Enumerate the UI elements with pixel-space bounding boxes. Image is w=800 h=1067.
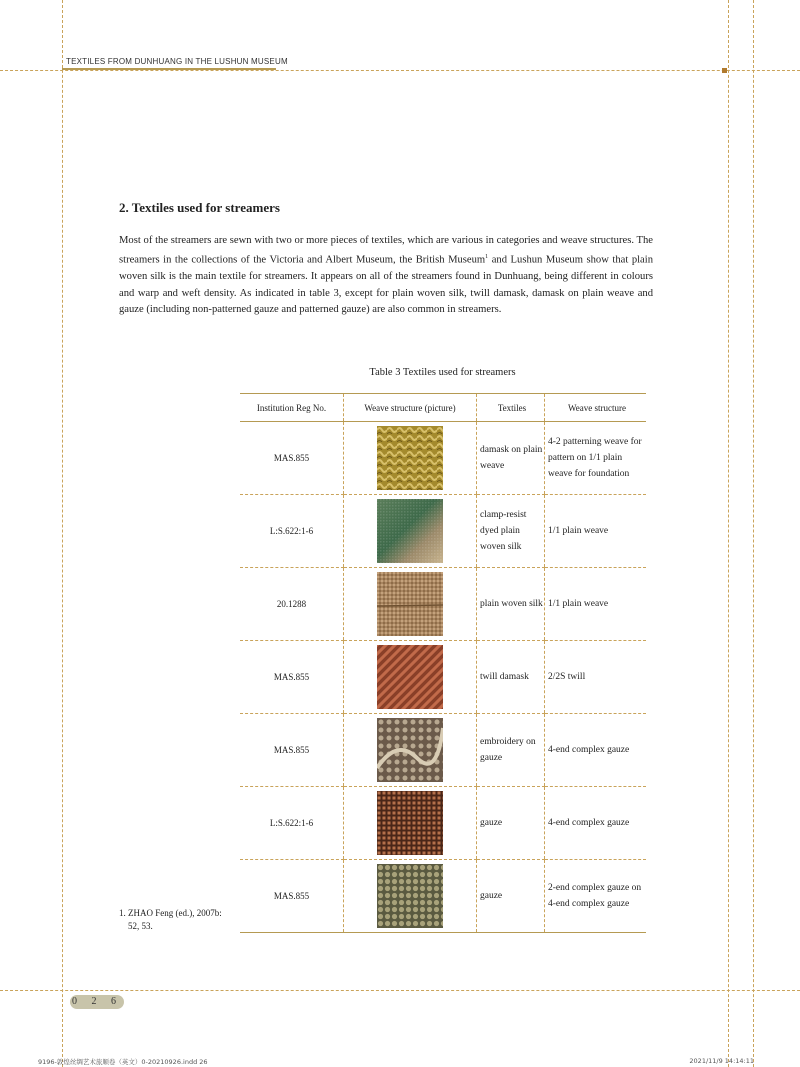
textile-cell: damask on plain weave (477, 422, 545, 495)
table-row (240, 568, 646, 641)
textile-cell: embroidery on gauze (477, 714, 545, 787)
weave-picture-cell (344, 568, 477, 641)
reg-no-cell: MAS.855 (240, 714, 344, 787)
print-slug-date: 2021/11/9 14:14:11 (689, 1057, 754, 1065)
page-number: 0 2 6 (72, 996, 122, 1007)
body-paragraph (119, 233, 653, 319)
header-weave-structure: Weave structure (545, 394, 647, 422)
table-caption: Table 3 Textiles used for streamers (369, 367, 516, 378)
section-heading: 2. Textiles used for streamers (119, 200, 280, 215)
reg-no-cell: 20.1288 (240, 568, 344, 641)
header-reg-no: Institution Reg No. (240, 394, 344, 422)
print-slug-file: 9196-敦煌丝绸艺术旅顺卷（英文）0-20210926.indd 26 (38, 1058, 208, 1066)
textile-cell: plain woven silk (477, 568, 545, 641)
textile-cell: gauze (477, 860, 545, 933)
top-frame-line (0, 70, 800, 71)
bottom-frame-line (0, 990, 800, 991)
weave-picture-cell (344, 860, 477, 933)
plain-silk-swatch-image (377, 572, 443, 636)
gauze-swatch-image (377, 791, 443, 855)
weave-picture-cell (344, 787, 477, 860)
right-frame-line-inner (728, 0, 729, 1067)
footnote-line-1: 1. ZHAO Feng (ed.), 2007b: (119, 908, 222, 918)
damask-swatch-image (377, 426, 443, 490)
header-weave-picture: Weave structure (picture) (344, 394, 477, 422)
reg-no-cell: MAS.855 (240, 422, 344, 495)
running-title-rule (62, 68, 276, 70)
textile-cell: gauze (477, 787, 545, 860)
table-row (240, 714, 646, 787)
para-text-1: Most of the streamers are sewn with two or more pieces of textiles, which are various in categories and weave structures. The streamers in the collections of the Victoria and Albert Museum, the British Museum (119, 235, 653, 266)
left-frame-line (62, 0, 63, 1067)
footnote (119, 907, 222, 933)
textile-cell: twill damask (477, 641, 545, 714)
weave-cell: 4-2 patterning weave for pattern on 1/1 plain weave for foundation (545, 422, 647, 495)
para-text-2: and Lushun Museum show that plain woven silk is the main textile for streamers. It appears on all of the streamers found in Dunhuang, being different in colours and warp and weft density. As indicated in table 3, except for plain woven silk, twill damask, damask on plain weave and gauze (including non-patterned gauze and patterned gauze) are also common in streamers. (119, 254, 654, 316)
table-row (240, 641, 646, 714)
reg-no-cell: MAS.855 (240, 860, 344, 933)
header-textiles: Textiles (477, 394, 545, 422)
twill-damask-swatch-image (377, 645, 443, 709)
complex-gauze-swatch-image (377, 864, 443, 928)
weave-cell: 2/2S twill (545, 641, 647, 714)
corner-marker (722, 68, 727, 73)
weave-picture-cell (344, 495, 477, 568)
right-frame-line-outer (753, 0, 754, 1067)
table-row (240, 787, 646, 860)
clamp-resist-swatch-image (377, 499, 443, 563)
reg-no-cell: MAS.855 (240, 641, 344, 714)
footnote-line-2: 52, 53. (128, 921, 153, 931)
weave-picture-cell (344, 714, 477, 787)
textiles-table (240, 393, 646, 933)
textile-cell: clamp-resist dyed plain woven silk (477, 495, 545, 568)
weave-cell: 2-end complex gauze on 4-end complex gauze (545, 860, 647, 933)
running-title: TEXTILES FROM DUNHUANG IN THE LUSHUN MUSEUM (66, 57, 288, 66)
embroidery-gauze-swatch-image (377, 718, 443, 782)
weave-cell: 1/1 plain weave (545, 568, 647, 641)
footnote-ref: 1 (485, 254, 489, 261)
reg-no-cell: L:S.622:1-6 (240, 495, 344, 568)
weave-cell: 1/1 plain weave (545, 495, 647, 568)
table-row (240, 495, 646, 568)
table-row (240, 422, 646, 495)
reg-no-cell: L:S.622:1-6 (240, 787, 344, 860)
weave-cell: 4-end complex gauze (545, 787, 647, 860)
weave-picture-cell (344, 641, 477, 714)
table-row (240, 860, 646, 933)
weave-cell: 4-end complex gauze (545, 714, 647, 787)
weave-picture-cell (344, 422, 477, 495)
